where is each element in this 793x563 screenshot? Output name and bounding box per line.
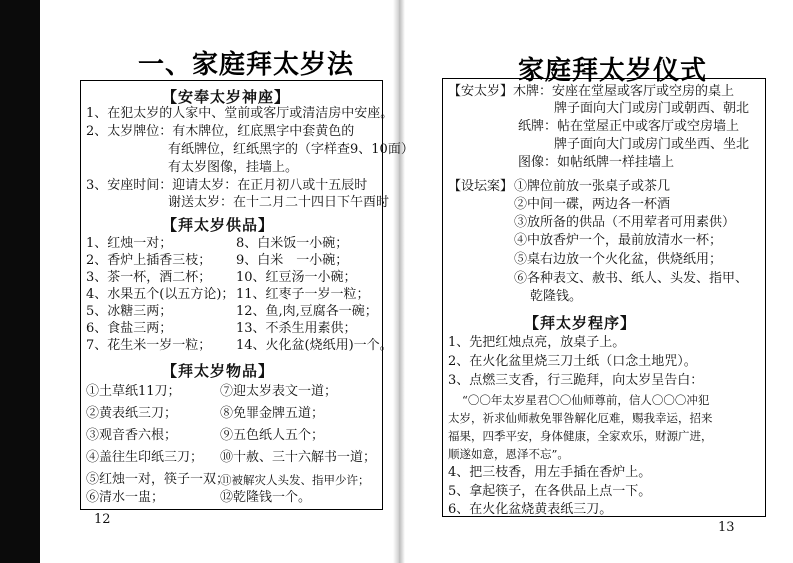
offering-item: 2、香炉上插香三枝； <box>86 253 212 268</box>
page-gutter <box>393 0 405 563</box>
ritual-item: ⑫乾隆钱一个。 <box>220 490 312 505</box>
ritual-item: ①土草纸11刀； <box>86 384 181 399</box>
procedure-step: 3、点燃三支香，行三跪拜，向太岁呈告白： <box>448 373 704 388</box>
section-heading-shrine: 【安奉太岁神座】 <box>162 88 291 106</box>
shrine-line-3b: 谢送太岁：在十二月二十四日下午酉时 <box>168 195 390 210</box>
ritual-item: ⑥清水一盅； <box>86 490 165 505</box>
offering-item: 3、茶一杯，酒二杯； <box>86 270 212 285</box>
prayer-line: 顺遂如意，恩泽不忘”。 <box>448 447 569 461</box>
page-number-left: 12 <box>94 512 111 527</box>
altar-step: ④中放香炉一个，最前放清水一杯； <box>514 233 723 248</box>
offering-item: 4、水果五个(以五方论)； <box>86 287 235 302</box>
placement-line: 牌子面向大门或房门或朝西、朝北 <box>554 101 750 116</box>
prayer-line: 太岁，祈求仙师赦免罪咎解化厄难，赐我幸运，招来 <box>448 411 713 425</box>
offering-item: 5、冰糖三两； <box>86 304 173 319</box>
shrine-line-2a: 2、太岁牌位：有木牌位，红底黑字中套黄色的 <box>86 124 355 139</box>
altar-step: ③放所备的供品（不用荤者可用素供） <box>514 215 736 230</box>
page-title-left: 一、家庭拜太岁法 <box>138 50 355 80</box>
prayer-line: “〇〇年太岁星君〇〇仙师尊前，信人〇〇〇冲犯 <box>462 393 710 407</box>
ritual-item: ⑧免罪金牌五道； <box>220 406 325 421</box>
section-heading-offerings: 【拜太岁供品】 <box>162 216 275 234</box>
procedure-step: 2、在火化盆里烧三刀土纸（口念土地咒）。 <box>448 354 697 369</box>
procedure-step: 1、先把红烛点亮，放桌子上。 <box>448 335 626 350</box>
altar-step: 乾隆钱。 <box>530 289 583 304</box>
altar-step: ⑥各种表文、赦书、纸人、头发、指甲、 <box>514 271 749 286</box>
altar-label: 【设坛案】 <box>448 179 514 194</box>
ritual-item: ⑪被解灾人头发、指甲少许； <box>220 473 370 487</box>
offering-item: 7、花生米一岁一粒； <box>86 338 212 353</box>
offering-item: 10、红豆汤一小碗； <box>236 270 357 285</box>
offering-item: 6、食盐三两； <box>86 321 173 336</box>
offering-item: 14、火化盆(烧纸用)一个。 <box>236 338 393 353</box>
ritual-item: ④盖往生印纸三刀； <box>86 450 204 465</box>
placement-line: 牌子面向大门或房门或坐西、坐北 <box>554 137 750 152</box>
placement-line: 图像：如帖纸牌一样挂墙上 <box>518 155 675 170</box>
offering-item: 8、白米饭一小碗； <box>236 236 349 251</box>
procedure-step: 5、拿起筷子，在各供品上点一下。 <box>448 484 652 499</box>
placement-line: 纸牌：帖在堂屋正中或客厅或空房墙上 <box>518 119 740 134</box>
procedure-step: 6、在火化盆烧黄表纸三刀。 <box>448 502 613 517</box>
left-page <box>40 0 414 563</box>
procedure-step: 4、把三枝香，用左手插在香炉上。 <box>448 465 652 480</box>
ritual-item: ⑩十赦、三十六解书一道； <box>220 450 377 465</box>
page-number-right: 13 <box>718 520 735 535</box>
shrine-line-3a: 3、安座时间：迎请太岁：在正月初八或十五辰时 <box>86 178 368 193</box>
shrine-line-2c: 有太岁图像，挂墙上。 <box>168 160 299 175</box>
offering-item: 9、白米 一小碗； <box>236 253 349 268</box>
section-heading-items: 【拜太岁物品】 <box>162 362 275 380</box>
ritual-item: ⑨五色纸人五个； <box>220 428 325 443</box>
shrine-line-1: 1、在犯太岁的人家中、堂前或客厅或清洁房中安座。 <box>86 106 394 121</box>
prayer-line: 福果，四季平安，身体健康，全家欢乐，财源广进， <box>448 429 713 443</box>
altar-step: ②中间一碟，两边各一杯酒 <box>514 197 671 212</box>
ritual-item: ③观音香六根； <box>86 428 178 443</box>
altar-step: ①牌位前放一张桌子或茶几 <box>514 179 671 194</box>
altar-step: ⑤桌右边放一个火化盆，供烧纸用； <box>514 252 723 267</box>
ritual-item: ⑦迎太岁表文一道； <box>220 384 338 399</box>
section-heading-procedure: 【拜太岁程序】 <box>524 314 637 332</box>
offering-item: 1、红烛一对； <box>86 236 173 251</box>
shrine-line-2b: 有纸牌位，红纸黑字的（字样查9、10面） <box>168 142 414 157</box>
offering-item: 13、不杀生用素供； <box>236 321 357 336</box>
right-page <box>406 0 793 563</box>
ritual-item: ⑤红烛一对，筷子一双； <box>86 472 230 487</box>
placement-line: 【安太岁】木牌：安座在堂屋或客厅或空房的桌上 <box>448 84 735 99</box>
offering-item: 11、红枣子一岁一粒； <box>236 287 370 302</box>
offering-item: 12、鱼,肉,豆腐各一碗； <box>236 304 378 319</box>
page-title-right: 家庭拜太岁仪式 <box>518 56 708 86</box>
ritual-item: ②黄表纸三刀； <box>86 406 178 421</box>
book-spine <box>0 0 40 563</box>
